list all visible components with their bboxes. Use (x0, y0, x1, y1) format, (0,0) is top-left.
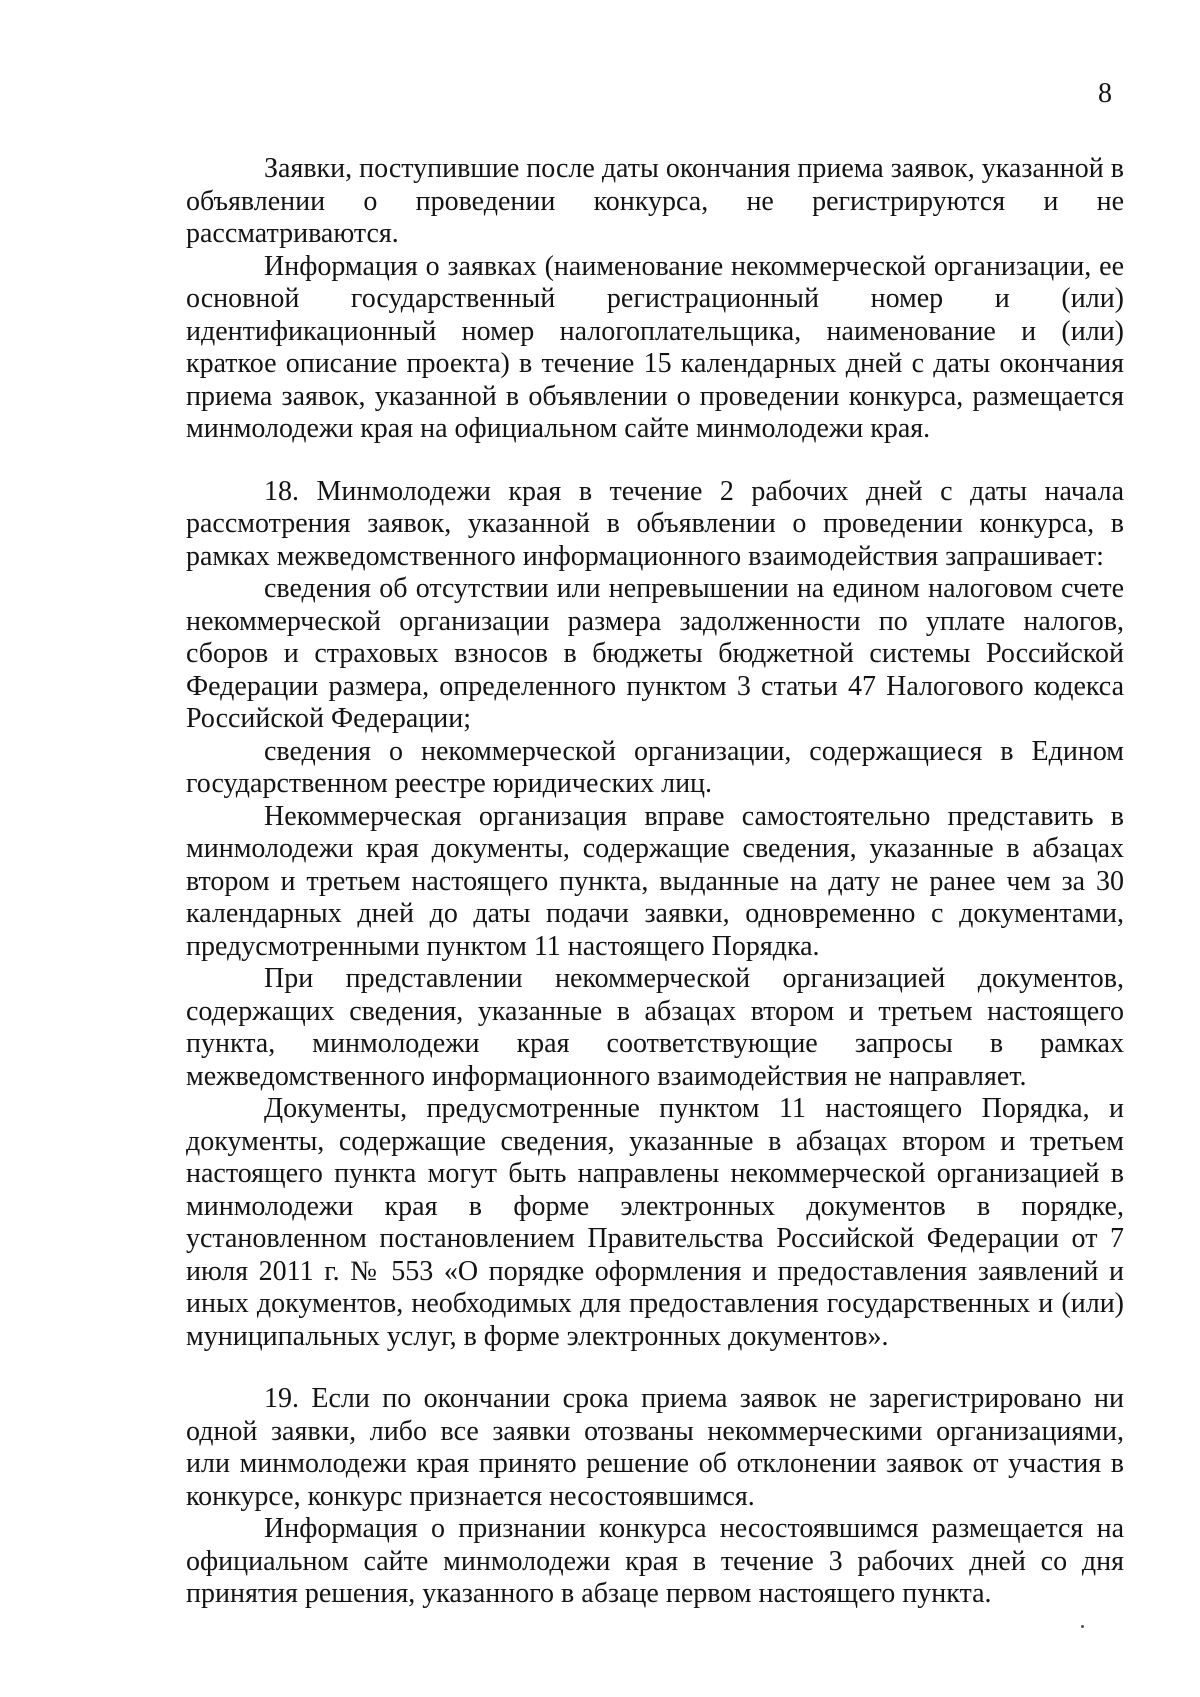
document-body (186, 153, 1124, 1611)
paragraph-egrul-info: сведения о некоммерческой организации, содержащиеся в Едином государственном реестре юридических лиц. (186, 735, 1124, 799)
paragraph-self-submission: Некоммерческая организация вправе самостоятельно представить в минмолодежи края документы, содержащие сведения, указанные в абзацах втором и третьем настоящего пункта, выданные на дату не ранее чем за 30 календарных дней до даты подачи заявки, одновременно с документами, предусмотренными пунктом 11 настоящего Порядка. (186, 800, 1124, 962)
paragraph-electronic-documents: Документы, предусмотренные пунктом 11 настоящего Порядка, и документы, содержащие сведения, указанные в абзацах втором и третьем настоящего пункта могут быть направлены некоммерческой организацией в минмолодежи края в форме электронных документов в порядке, установленном постановлением Правительства Российской Федерации от 7 июля 2011 г. № 553 «О порядке оформления и предоставления заявлений и иных документов, необходимых для предоставления государственных и (или) муниципальных услуг, в форме электронных документов». (186, 1093, 1124, 1352)
paragraph-tax-debt-info: сведения об отсутствии или непревышении на едином налоговом счете некоммерческой организации размера задолженности по уплате налогов, сборов и страховых взносов в бюджеты бюджетной системы Российской Федерации размера, определенного пунктом 3 статьи 47 Налогового кодекса Российской Федерации; (186, 573, 1124, 734)
scan-dot-mark (1081, 1625, 1084, 1628)
paragraph-no-requests: При представлении некоммерческой организацией документов, содержащих сведения, указанные в абзацах втором и третьем настоящего пункта, минмолодежи края соответствующие запросы в рамках межведомственного информационного взаимодействия не направляет. (186, 963, 1124, 1092)
paragraph-item-19: 19. Если по окончании срока приема заявок не зарегистрировано ни одной заявки, либо все заявки отозваны некоммерческими организациями, или минмолодежи края принято решение об отклонении заявок от участия в конкурсе, конкурс признается несостоявшимся. (186, 1383, 1124, 1512)
paragraph-application-info: Информация о заявках (наименование некоммерческой организации, ее основной государственный регистрационный номер и (или) идентификационный номер налогоплательщика, наименование и (или) краткое описание проекта) в течение 15 календарных дней с даты окончания приема заявок, указанной в объявлении о проведении конкурса, размещается минмолодежи края на официальном сайте минмолодежи края. (186, 250, 1124, 444)
page-number: 8 (1098, 78, 1112, 109)
paragraph-item-18: 18. Минмолодежи края в течение 2 рабочих дней с даты начала рассмотрения заявок, указанной в объявлении о проведении конкурса, в рамках межведомственного информационного взаимодействия запрашивает: (186, 475, 1124, 572)
paragraph-late-applications: Заявки, поступившие после даты окончания приема заявок, указанной в объявлении о проведении конкурса, не регистрируются и не рассматриваются. (186, 153, 1124, 249)
paragraph-failed-contest-info: Информация о признании конкурса несостоявшимся размещается на официальном сайте минмолодежи края в течение 3 рабочих дней со дня принятия решения, указанного в абзаце первом настоящего пункта. (186, 1513, 1124, 1609)
